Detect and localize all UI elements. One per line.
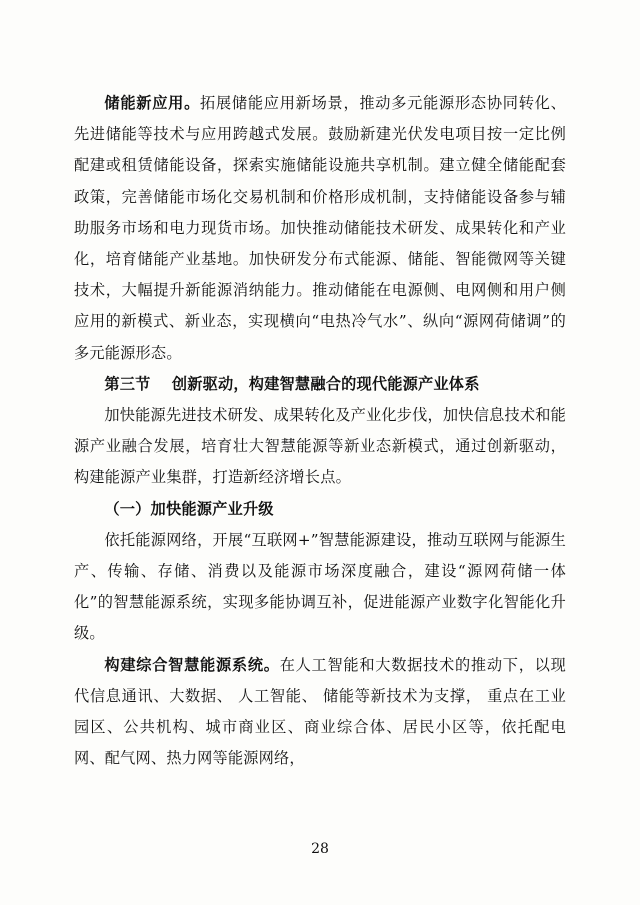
paragraph-body-text: 在人工智能和大数据技术的推动下，以现代信息通讯、大数据、 人工智能、 储能等新技术为支撑， 重点在工业园区、公共机构、城市商业区、商业综合体、居民小区等，依托配电网、配气网、热力网等能源网络， (74, 655, 566, 768)
paragraph-lead-label: 储能新应用。 (104, 94, 201, 112)
paragraph-smart-energy-system (74, 650, 566, 775)
section-heading-number: 第三节 (104, 374, 151, 393)
paragraph-energy-network (74, 525, 566, 650)
page-content (74, 88, 566, 774)
paragraph-lead-label: 构建综合智慧能源系统。 (104, 655, 280, 674)
paragraph-body-text: 拓展储能应用新场景，推动多元能源形态协同转化、先进储能等技术与应用跨越式发展。鼓励新建光伏发电项目按一定比例配建或租赁储能设备，探索实施储能设施共享机制。建立健全储能配套政策，完善储能市场化交易机制和价格形成机制，支持储能设备参与辅助服务市场和电力现货市场。加快推动储能技术研发、成果转化和产业化，培育储能产业基地。加快研发分布式能源、储能、智能微网等关键技术，大幅提升新能源消纳能力。推动储能在电源侧、电网侧和用户侧应用的新模式、新业态，实现横向“电热冷气水”、纵向“源网荷储调”的多元能源形态。 (74, 94, 566, 362)
section-heading-3 (74, 369, 566, 400)
paragraph-body-text: 依托能源网络，开展“互联网+”智慧能源建设，推动互联网与能源生产、传输、存储、消费以及能源市场深度融合，建设“源网荷储一体化”的智慧能源系统，实现多能协调互补，促进能源产业数字化智能化升级。 (74, 530, 566, 643)
paragraph-body-text: 加快能源先进技术研发、成果转化及产业化步伐，加快信息技术和能源产业融合发展，培育壮大智慧能源等新业态新模式，通过创新驱动，构建能源产业集群，打造新经济增长点。 (74, 406, 567, 487)
paragraph-innovation-drive (74, 400, 566, 494)
paragraph-energy-storage-application (74, 88, 566, 369)
subsection-heading-1: （一）加快能源产业升级 (104, 499, 274, 518)
section-heading-title: 创新驱动，构建智慧融合的现代能源产业体系 (171, 374, 480, 393)
page-number: 28 (311, 841, 329, 857)
